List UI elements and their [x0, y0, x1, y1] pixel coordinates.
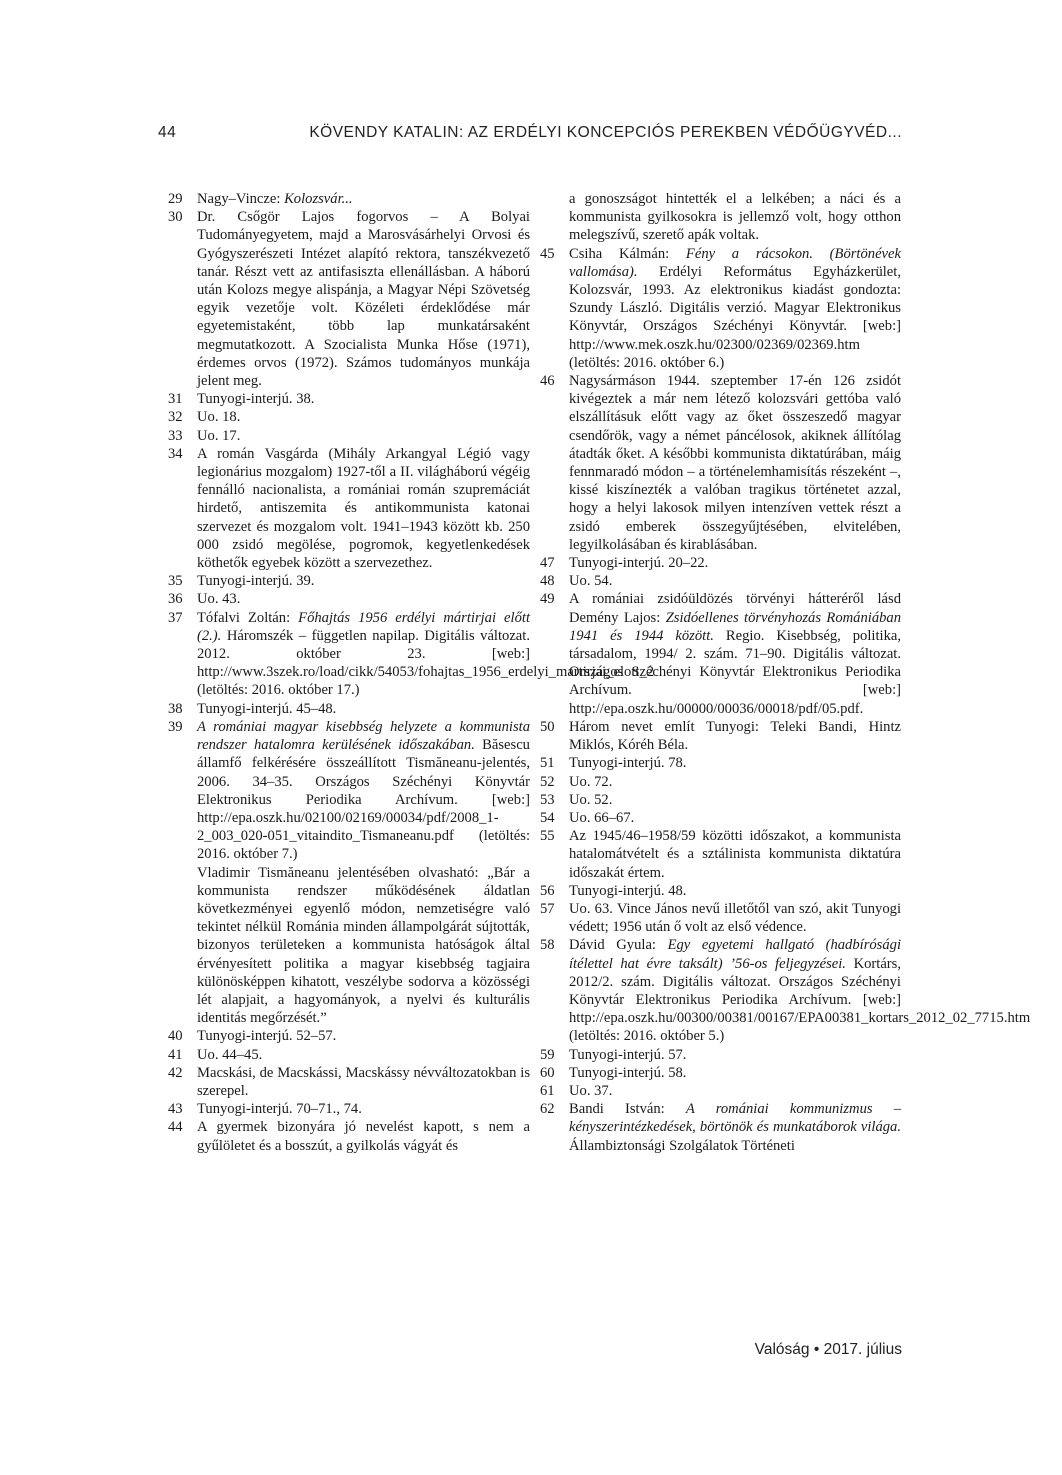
footnote	[540, 936, 1031, 1045]
footnote	[540, 554, 901, 572]
footnote-text: Tunyogi-interjú. 48.	[569, 882, 687, 899]
footnote-number: 30	[168, 209, 183, 226]
footnote-text: Uo. 52.	[569, 791, 613, 808]
footnote	[168, 864, 530, 1028]
footnote	[540, 791, 901, 809]
footnote	[168, 190, 530, 208]
footnote-number: 56	[540, 882, 555, 899]
footnote-number: 45	[540, 245, 555, 262]
footnote-title: Kolozsvár...	[284, 191, 353, 207]
footnote	[540, 372, 901, 554]
footnote-text: Nagysármáson 1944. szeptember 17-én 126 zsidót kivégeztek a már nem létező kolozsvári gettóba való elszállításuk előtt vagy az őket összeszedő magyar csendőrök, vagy a német páncélosok, akiknek állítólag átadták őket. A későbbi kommunista diktatúrában, máig fennmaradó módon – a történelemhamisítás részeként –, kissé kiszínezték a valóban tragikus történetet azzal, hogy a helyi lakosok milyen intenzíven vettek részt a zsidó emberek összegyűjtésében, elvitelében, legyilkolásában és kirablásában.	[569, 373, 901, 553]
footnote-title: Fény a rácsokon. (Börtönévek vallomása).	[569, 245, 901, 280]
footnote-text: Uo. 44–45.	[197, 1046, 263, 1063]
footnote-number: 46	[540, 373, 555, 390]
footnote	[540, 572, 901, 590]
footnote-text: Bandi István:	[569, 1101, 686, 1118]
footnote-number: 38	[168, 700, 183, 717]
footnote-number: 55	[540, 828, 555, 845]
footnote-text: Tunyogi-interjú. 39.	[197, 573, 315, 590]
footnote-number: 60	[540, 1064, 555, 1081]
footnote-text: a gonoszságot hintették el a lelkében; a náci és a kommunista gyilkosokra is jellemző volt, hogy otthon melegszívű, szerető apák voltak.	[569, 191, 901, 244]
footnote-title: Főhajtás 1956 erdélyi mártirjai előtt (2.).	[197, 609, 530, 644]
footnote	[168, 1100, 530, 1118]
footnote-number: 31	[168, 391, 183, 408]
footnote-text: Csiha Kálmán:	[569, 245, 686, 262]
footnote-text: Vladimir Tismăneanu jelentésében olvasható: „Bár a kommunista rendszer működésének áldatlan következményei egyenlő módon, nemzetiségre való tekintet nélkül Románia minden állampolgárát sújtották, bizonyos területeken a kommunista hatóságok által érvényesített politika a magyar kisebbség tagjaira különösképpen kihatott, veszélybe sodorva a közösségi lét alapjait, a hagyományok, a nyelvi és kulturális identitás megőrzését.”	[197, 864, 530, 1027]
page-number: 44	[158, 124, 177, 141]
running-head: KÖVENDY KATALIN: AZ ERDÉLYI KONCEPCIÓS PEREKBEN VÉDŐÜGYVÉD...	[309, 124, 902, 141]
footnote-number: 37	[168, 609, 183, 626]
footnote-number: 29	[168, 191, 183, 207]
journal-footer: Valóság • 2017. július	[754, 1341, 902, 1358]
footnote-text: Uo. 43.	[197, 591, 241, 608]
footnote-text: Kortárs, 2012/2. szám. Digitális változat. Országos Széchényi Könyvtár Elektronikus Periodika Archívum. [web:] http://epa.oszk.hu/00300/00381/00167/EPA00381_kortars_2012_02_7715.htm (letöltés: 2016. október 5.)	[569, 955, 1031, 1045]
footnote	[540, 827, 901, 882]
footnote-number: 41	[168, 1046, 183, 1063]
footnote	[168, 590, 530, 608]
footnote-text: Dávid Gyula:	[569, 937, 668, 954]
footnote	[540, 900, 901, 936]
footnote-text: Tunyogi-interjú. 57.	[569, 1046, 687, 1063]
footnote-number: 58	[540, 937, 555, 954]
footnote	[168, 1027, 530, 1045]
footnote	[168, 1118, 530, 1154]
footnote-number: 47	[540, 555, 555, 572]
footnote-text: Tunyogi-interjú. 58.	[569, 1064, 687, 1081]
footnote	[168, 445, 530, 572]
footnote	[168, 718, 530, 864]
footnote-text: Tunyogi-interjú. 38.	[197, 391, 315, 408]
footnote-number: 35	[168, 573, 183, 590]
footnote	[540, 754, 901, 772]
footnote-text: Uo. 66–67.	[569, 809, 635, 826]
footnote-text: Uo. 17.	[197, 427, 241, 444]
footnote	[540, 882, 901, 900]
footnote	[540, 590, 901, 717]
footnote-text: Regio. Kisebbség, politika, társadalom, 1994/ 2. szám. 71–90. Digitális változat. Országos Széchényi Könyvtár Elektronikus Periodika Archívum. [web:] http://epa.oszk.hu/00000/00036/00018/pdf/05.pdf.	[569, 627, 901, 717]
footnote	[540, 1064, 901, 1082]
footnote-text: Băsescu államfő felkérésére összeállított Tismăneanu-jelentés, 2006. 34–35. Országos Széchényi Könyvtár Elektronikus Periodika Archívum. [web:] http://epa.oszk.hu/02100/02169/00034/pdf/2008_1-2_003_020-051_vitaindito_Tismaneanu.pdf (letöltés: 2016. október 7.)	[197, 737, 530, 863]
footnote-number: 33	[168, 427, 183, 444]
footnote-text: Az 1945/46–1958/59 közötti időszakot, a kommunista hatalomátvételt és a sztálinista kommunista diktatúra időszakát értem.	[569, 828, 901, 881]
footnote	[540, 1082, 901, 1100]
footnote-text: Dr. Csőgör Lajos fogorvos – A Bolyai Tudományegyetem, majd a Marosvásárhelyi Orvosi és Gyógyszerészeti Intézet alapító rektora, tanszékvezető tanár. Részt vett az antifasiszta ellenállásban. A háború után Kolozs megye alispánja, a Magyar Népi Szövetség egyik vezetője volt. Közéleti érdeklődése már egyetemistaként, több lap munkatársaként megmutatkozott. A Szocialista Munka Hőse (1971), érdemes orvos (1972). Számos tudományos munkája jelent meg.	[197, 209, 530, 390]
footnote-text: Tunyogi-interjú. 78.	[569, 755, 687, 772]
footnote-number: 51	[540, 755, 555, 772]
footnote	[540, 718, 901, 754]
footnote-number: 61	[540, 1082, 555, 1099]
footnote-text: A román Vasgárda (Mihály Arkangyal Légió vagy legionárius mozgalom) 1927-től a II. világháború végéig fennálló nacionalista, a romániai román szupremáciát hirdető, antiszemita és antikommunista katonai szervezet és mozgalom volt. 1941–1943 között kb. 250 000 zsidó megölése, pogromok, kegyetlenkedések köthetők egyebek között a szervezethez.	[197, 445, 530, 572]
footnote-number: 59	[540, 1046, 555, 1063]
footnote	[540, 809, 901, 827]
footnote-number: 44	[168, 1119, 183, 1136]
footnote	[168, 408, 530, 426]
footnote	[168, 1046, 530, 1064]
footnote-text: Tunyogi-interjú. 20–22.	[569, 555, 709, 572]
footnote-text: Háromszék – független napilap. Digitális változat. 2012. október 23. [web:] http://www.3szek.ro/load/cikk/54053/fohajtas_1956_erdelyi_martirjai_elott_2 (letöltés: 2016. október 17.)	[197, 627, 655, 699]
footnote	[168, 208, 530, 390]
footnote-text: Uo. 37.	[569, 1082, 613, 1099]
footnote-number: 49	[540, 591, 555, 608]
footnote-text: Macskási, de Macskássi, Macskássy névváltozatokban is szerepel.	[197, 1064, 530, 1099]
footnotes-right-column	[540, 190, 1031, 1155]
footnote-text: Nagy–Vincze:	[197, 191, 285, 207]
footnote-number: 43	[168, 1101, 183, 1118]
footnote-text: Tunyogi-interjú. 45–48.	[197, 700, 337, 717]
footnote-number: 39	[168, 718, 183, 735]
footnote-number: 34	[168, 445, 183, 462]
footnote-number: 52	[540, 773, 555, 790]
footnote-text: A gyermek bizonyára jó nevelést kapott, s nem a gyűlöletet és a bosszút, a gyilkolás vágyát és	[197, 1119, 530, 1154]
footnote-text: Állambiztonsági Szolgálatok Történeti	[569, 1137, 795, 1154]
footnote-text: Három nevet említ Tunyogi: Teleki Bandi, Hintz Miklós, Kóréh Béla.	[569, 718, 901, 754]
footnote	[168, 572, 530, 590]
footnote	[540, 245, 901, 372]
footnote-text: Uo. 63. Vince János nevű illetőtől van szó, akit Tunyogi védett; 1956 után ő volt az első védence.	[569, 900, 901, 936]
footnote-text: Uo. 54.	[569, 573, 613, 590]
footnote	[168, 427, 530, 445]
footnote-text: Uo. 72.	[569, 773, 613, 790]
footnote-number: 42	[168, 1064, 183, 1081]
footnote-number: 36	[168, 591, 183, 608]
footnote	[540, 1100, 901, 1155]
footnote-number: 48	[540, 573, 555, 590]
footnote-title: Zsidóellenes törvényhozás Romániában 1941 és 1944 között.	[569, 609, 902, 644]
footnote-text: Uo. 18.	[197, 409, 241, 426]
footnote-text: Erdélyi Református Egyházkerület, Kolozsvár, 1993. Az elektronikus kiadást gondozta: Szundy László. Digitális verzió. Magyar Elektronikus Könyvtár, Országos Széchényi Könyvtár. [web:] http://www.mek.oszk.hu/02300/02369/02369.htm (letöltés: 2016. október 6.)	[569, 263, 901, 371]
footnote	[168, 609, 655, 700]
footnote	[540, 773, 901, 791]
footnote-text: Tunyogi-interjú. 70–71., 74.	[197, 1101, 362, 1118]
footnote-number: 53	[540, 791, 555, 808]
footnote-number: 32	[168, 409, 183, 426]
footnote-title: A romániai kommunizmus – kényszerintézkedések, börtönök és munkatáborok világa.	[569, 1101, 901, 1136]
footnote-text: Tófalvi Zoltán:	[197, 609, 299, 626]
footnote-number: 50	[540, 718, 555, 735]
footnote	[540, 1046, 901, 1064]
footnote-number: 62	[540, 1101, 555, 1118]
footnote-text: A romániai zsidóüldözés törvényi hátteréről lásd Demény Lajos:	[569, 591, 901, 626]
footnote	[168, 700, 530, 718]
footnote-title: Egy egyetemi hallgató (hadbírósági ítélettel hat évre taksált) ’56-os feljegyzései.	[569, 937, 901, 972]
footnote	[168, 390, 530, 408]
footnote-number: 57	[540, 900, 555, 917]
footnote	[168, 1064, 530, 1100]
footnote-title: A romániai magyar kisebbség helyzete a kommunista rendszer hatalomra kerülésének időszakában.	[197, 718, 530, 754]
footnote	[540, 190, 901, 245]
footnote-number: 54	[540, 809, 555, 826]
footnote-number: 40	[168, 1028, 183, 1045]
footnote-text: Tunyogi-interjú. 52–57.	[197, 1028, 337, 1045]
